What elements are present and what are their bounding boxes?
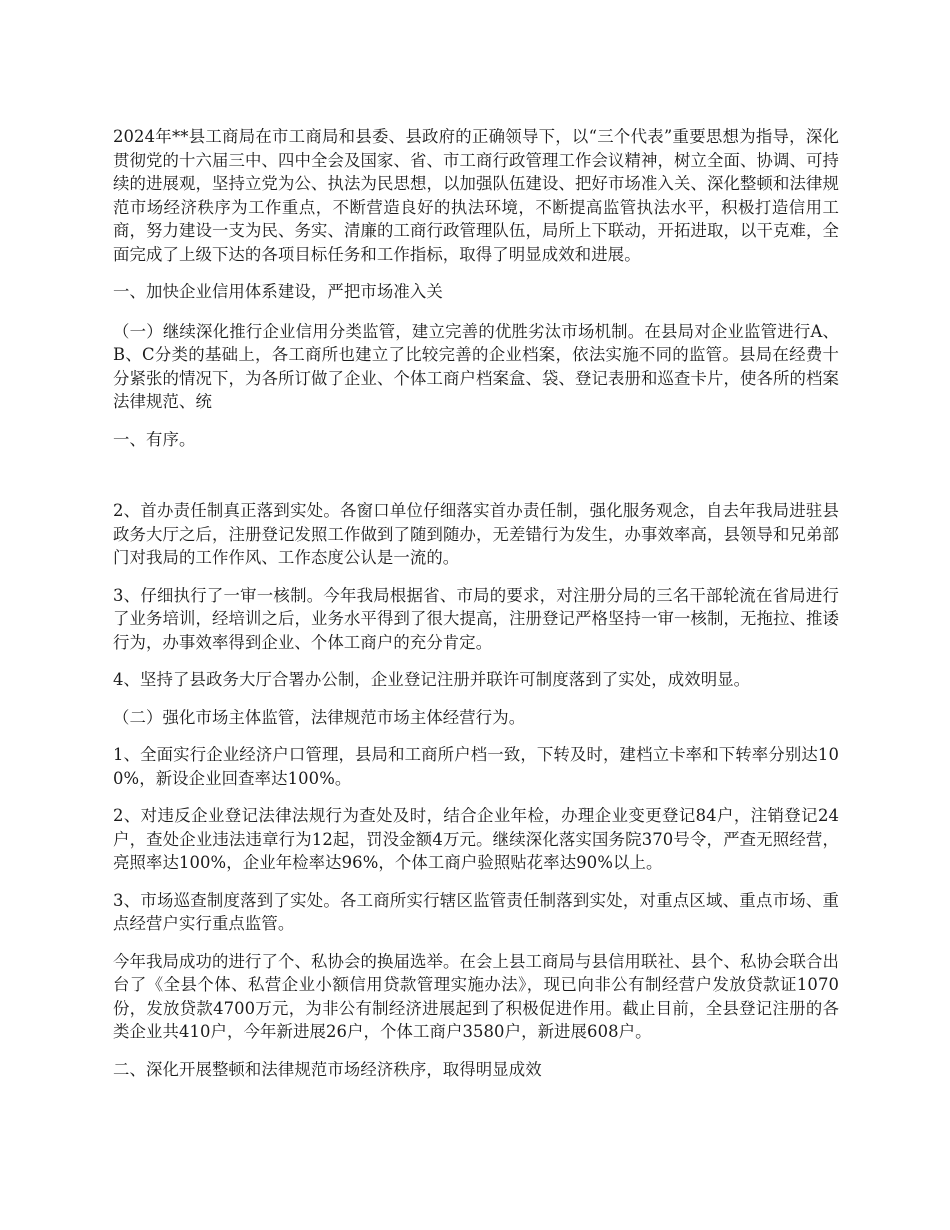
subsection-paragraph-1: （一）继续深化推行企业信用分类监管，建立完善的优胜劣汰市场机制。在县局对企业监管进行A、B、C分类的基础上，各工商所也建立了比较完善的企业档案，依法实施不同的监管。县局在经费十分紧张的情况下，为各所订做了企业、个体工商户档案盒、袋、登记表册和巡查卡片，使各所的档案法律规范、统 [113, 321, 839, 411]
document-body [113, 125, 839, 1095]
blank-gap [113, 465, 839, 499]
association-paragraph: 今年我局成功的进行了个、私协会的换届选举。在会上县工商局与县信用联社、县个、私协会联合出台了《全县个体、私营企业小额信用贷款管理实施办法》，现已向非公有制经营户发放贷款证1070份，发放贷款4700万元，为非公有制经济进展起到了积极促进作用。截止目前，全县登记注册的各类企业共410户，今年新进展26户，个体工商户3580户，新进展608户。 [113, 951, 839, 1041]
section-heading-1: 一、加快企业信用体系建设，严把市场准入关 [113, 282, 443, 301]
item-paragraph-1b: 1、全面实行企业经济户口管理，县局和工商所户档一致，下转及时，建档立卡率和下转率分别达100%，新设企业回查率达100%。 [113, 745, 839, 788]
item-paragraph-3b: 3、市场巡查制度落到了实处。各工商所实行辖区监管责任制落到实处，对重点区域、重点市场、重点经营户实行重点监管。 [113, 890, 839, 933]
subsection-heading-2: （二）强化市场主体监管，法律规范市场主体经营行为。 [113, 707, 526, 727]
item-paragraph-3: 3、仔细执行了一审一核制。今年我局根据省、市局的要求，对注册分局的三名干部轮流在省局进行了业务培训，经培训之后，业务水平得到了很大提高，注册登记严格坚持一审一核制，无拖拉、推诿行为，办事效率得到企业、个体工商户的充分肯定。 [113, 585, 839, 652]
item-paragraph-2b: 2、对违反企业登记法律法规行为查处及时，结合企业年检，办理企业变更登记84户，注销登记24户，查处企业违法违章行为12起，罚没金额4万元。继续深化落实国务院370号令，严查无照经营，亮照率达100%，企业年检率达96%，个体工商户验照贴花率达90%以上。 [113, 806, 839, 872]
item-paragraph-4: 4、坚持了县政务大厅合署办公制，企业登记注册并联许可制度落到了实处，成效明显。 [113, 670, 751, 689]
intro-paragraph: 2024年**县工商局在市工商局和县委、县政府的正确领导下，以“三个代表”重要思想为指导，深化贯彻党的十六届三中、四中全会及国家、省、市工商行政管理工作会议精神，树立全面、协调、可持续的进展观，坚持立党为公、执法为民思想，以加强队伍建设、把好市场准入关、深化整顿和法律规范市场经济秩序为工作重点，不断营造良好的执法环境，不断提高监管执法水平，积极打造信用工商，努力建设一支为民、务实、清廉的工商行政管理队伍，局所上下联动，开拓进取，以干克难，全面完成了上级下达的各项目标任务和工作指标，取得了明显成效和进展。 [113, 127, 839, 264]
section-heading-2: 二、深化开展整顿和法律规范市场经济秩序，取得明显成效 [113, 1059, 542, 1079]
continuation-paragraph: 一、有序。 [113, 429, 196, 449]
item-paragraph-2: 2、首办责任制真正落到实处。各窗口单位仔细落实首办责任制，强化服务观念，自去年我局进驻县政务大厅之后，注册登记发照工作做到了随到随办，无差错行为发生，办事效率高，县领导和兄弟部门对我局的工作作风、工作态度公认是一流的。 [113, 501, 839, 567]
